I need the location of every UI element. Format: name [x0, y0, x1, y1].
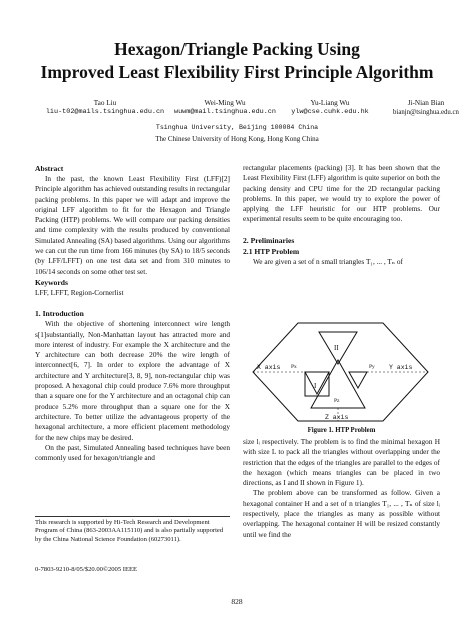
right-top-paragraph: rectangular placements (packing) [3]. It has been shown that the Least Flexibility First (LFF) algorithm is quite superior on both the packing density and CPU time for the 2D rectangular packing problems. In this paper, we would try to explore the power of applying the LFF heuristic for our HTP problems. Our experimental results seem to be quite encouraging too. [243, 163, 440, 224]
htp-intro-text: We are given a set of n small triangles T₁, ... , Tₙ of [253, 256, 403, 266]
intro-heading: 1. Introduction [35, 309, 84, 319]
author-4 [378, 99, 474, 117]
preliminaries-heading: 2. Preliminaries [243, 235, 295, 245]
keywords-heading: Keywords [35, 277, 68, 287]
author-email: wuwm@mail.tsinghua.edu.cn [174, 108, 276, 116]
pz-label: Pz [334, 398, 340, 404]
author-name: Wei-Ming Wu [204, 99, 246, 107]
right-bottom-paragraph-2: The problem above can be transformed as follow. Given a hexagonal container H and a set of n triangles T₁, ... , Tₙ of size lᵢ respectively, place the triangles as many as possible without overlapping. The hexagonal container H will be resized constantly until we find the [243, 488, 440, 539]
affiliation-1: Tsinghua University, Beijing 100084 China [155, 124, 319, 131]
author-email: bianjn@tsinghua.edu.cn [393, 109, 459, 116]
right-column-bottom [243, 437, 440, 540]
abstract-heading: Abstract [35, 164, 64, 173]
footnote-rule [35, 516, 230, 517]
right-column-top [243, 163, 440, 267]
paper-title-line-1: Hexagon/Triangle Packing Using [114, 39, 360, 59]
affiliation-2: The Chinese University of Hong Kong, Hong Kong China [155, 135, 319, 143]
x-axis-label: X axis [257, 364, 281, 371]
triangle-i-label: I [314, 382, 317, 390]
abstract-text: In the past, the known Least Flexibility First (LFF)[2] Principle algorithm has achieved outstanding results in rectangular packing problems. In this paper we will adapt and improve the original LFF algorithm to fit for the Hexagon and Triangle Packing (HTP) problems. We will compare our packing densities and time complexity with the results produced by conventional Simulated Annealing (SA) based algorithms. Using our algorithms we can cut the run time from 166 minutes (by SA) to 18/5 seconds (by LFF/LFFT) on one test data set and from 310 minutes to 106/14 seconds on some other test set. [35, 174, 230, 276]
htp-problem-heading: 2.1 HTP Problem [243, 246, 300, 256]
triangle-small-right [349, 372, 367, 388]
page-number: 828 [231, 597, 243, 606]
intro-paragraph-1: With the objective of shortening interconnect wire length s[1]substantially, Non-Manhattan layout has attracted more and more interest of industry. For example the X architecture and the Y architecture can both decrease 20% the wire length of interconnect[6, 7]. In order to explore the advantage of X architecture and Y architecture[3, 8, 9], non-rectangular chip was proposed. A hexagonal chip could produce 7.6% more throughput than a square one for the Y architecture and an octagonal chip can produce 5.2% more throughput than a square one for the X architecture. To better utilize the advantageous property of the hexagonal architecture, a more efficient placement methodology for the new chips may be desired. [35, 319, 230, 442]
paper-title-line-2: Improved Least Flexibility First Principle Algorithm [40, 62, 434, 82]
isbn-line: 0-7803-9210-8/05/$20.00©2005 IEEE [35, 566, 138, 573]
px-label: Px [291, 364, 297, 370]
author-name: Ji-Nian Bian [407, 99, 445, 107]
author-email: ylw@cse.cuhk.edu.hk [291, 108, 369, 116]
hexagon-container [253, 323, 428, 421]
htp-figure [243, 320, 440, 424]
author-email: liu-t02@mails.tsinghua.edu.cn [45, 108, 165, 116]
left-column [35, 163, 230, 463]
figure-caption: Figure 1. HTP Problem [307, 427, 376, 434]
triangle-ii-label: II [334, 344, 339, 352]
author-name: Yu-Liang Wu [310, 99, 350, 107]
author-1 [40, 99, 170, 117]
funding-footnote: This research is supported by Hi-Tech Research and Development Program of China (863-2003AA115110) and is also partially supported by the China National Science Foundation (60273011). [35, 519, 224, 543]
author-name: Tao Liu [93, 99, 117, 107]
keywords-text: LFF, LFFT, Region-Cornerlist [35, 287, 124, 297]
z-axis-label: Z axis [325, 414, 349, 421]
y-axis-label: Y axis [389, 364, 413, 371]
triangle-i-box [305, 372, 329, 396]
author-2 [170, 99, 280, 117]
right-bottom-paragraph-1: size lᵢ respectively. The problem is to find the minimal hexagon H with size L to pack all the triangles without overlapping under the restriction that the edges of the triangles are parallel to the edges of the hexagon (which means triangles can be placed in two directions, as I and II shown in Figure 1). [243, 437, 440, 488]
intro-paragraph-2: On the past, Simulated Annealing based techniques have been commonly used for hexagon/triangle and [35, 442, 230, 463]
py-label: Py [369, 364, 375, 370]
author-3 [280, 99, 380, 117]
